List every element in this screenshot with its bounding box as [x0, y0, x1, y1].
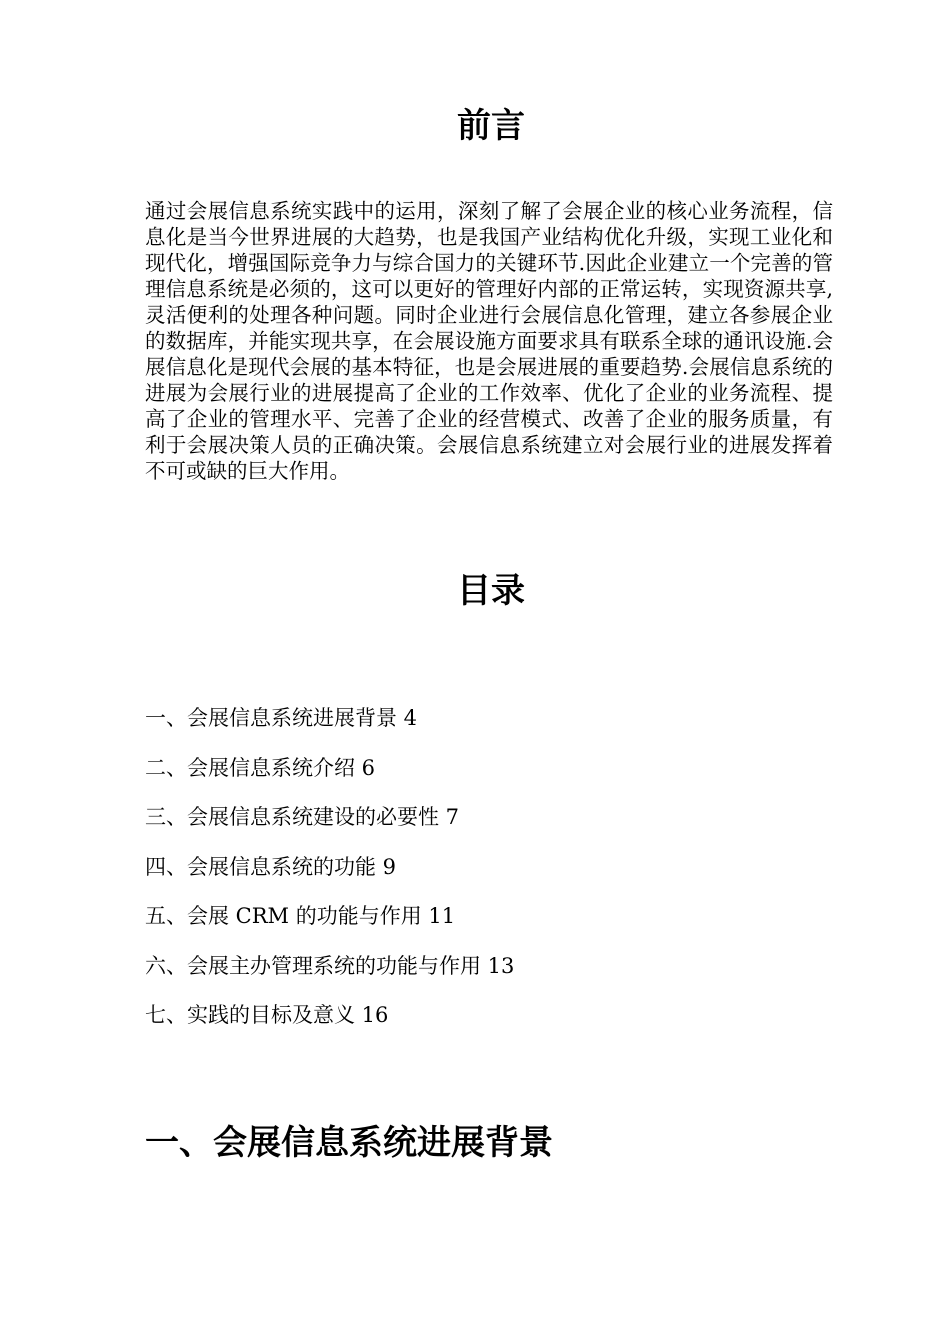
preface-title: 前言: [457, 106, 525, 146]
section-heading: 一、会展信息系统进展背景: [145, 1123, 553, 1163]
toc-item-2[interactable]: 二、会展信息系统介绍 6: [145, 755, 376, 780]
toc-item-5[interactable]: 五、会展 CRM 的功能与作用 11: [145, 904, 456, 928]
toc-item-4[interactable]: 四、会展信息系统的功能 9: [145, 854, 397, 879]
toc-item-6[interactable]: 六、会展主办管理系统的功能与作用 13: [145, 953, 515, 978]
preface-paragraph: 通过会展信息系统实践中的运用，深刻了解了会展企业的核心业务流程，信息化是当今世界进展的大趋势，也是我国产业结构优化升级，实现工业化和现代化，增强国际竞争力与综合国力的关键环节.因此企业建立一个完善的管理信息系统是必须的，这可以更好的管理好内部的正常运转，实现资源共享,灵活便利的处理各种问题。同时企业进行会展信息化管理，建立各参展企业的数据库，并能实现共享，在会展设施方面要求具有联系全球的通讯设施.会展信息化是现代会展的基本特征，也是会展进展的重要趋势.会展信息系统的进展为会展行业的进展提高了企业的工作效率、优化了企业的业务流程、提高了企业的管理水平、完善了企业的经营模式、改善了企业的服务质量，有利于会展决策人员的正确决策。会展信息系统建立对会展行业的进展发挥着不可或缺的巨大作用。: [145, 199, 833, 483]
toc-item-7[interactable]: 七、实践的目标及意义 16: [145, 1003, 389, 1027]
toc-item-1[interactable]: 一、会展信息系统进展背景 4: [145, 706, 418, 730]
table-of-contents: [145, 703, 833, 1050]
toc-title: 目录: [457, 571, 525, 611]
toc-item-3[interactable]: 三、会展信息系统建设的必要性 7: [145, 805, 460, 829]
